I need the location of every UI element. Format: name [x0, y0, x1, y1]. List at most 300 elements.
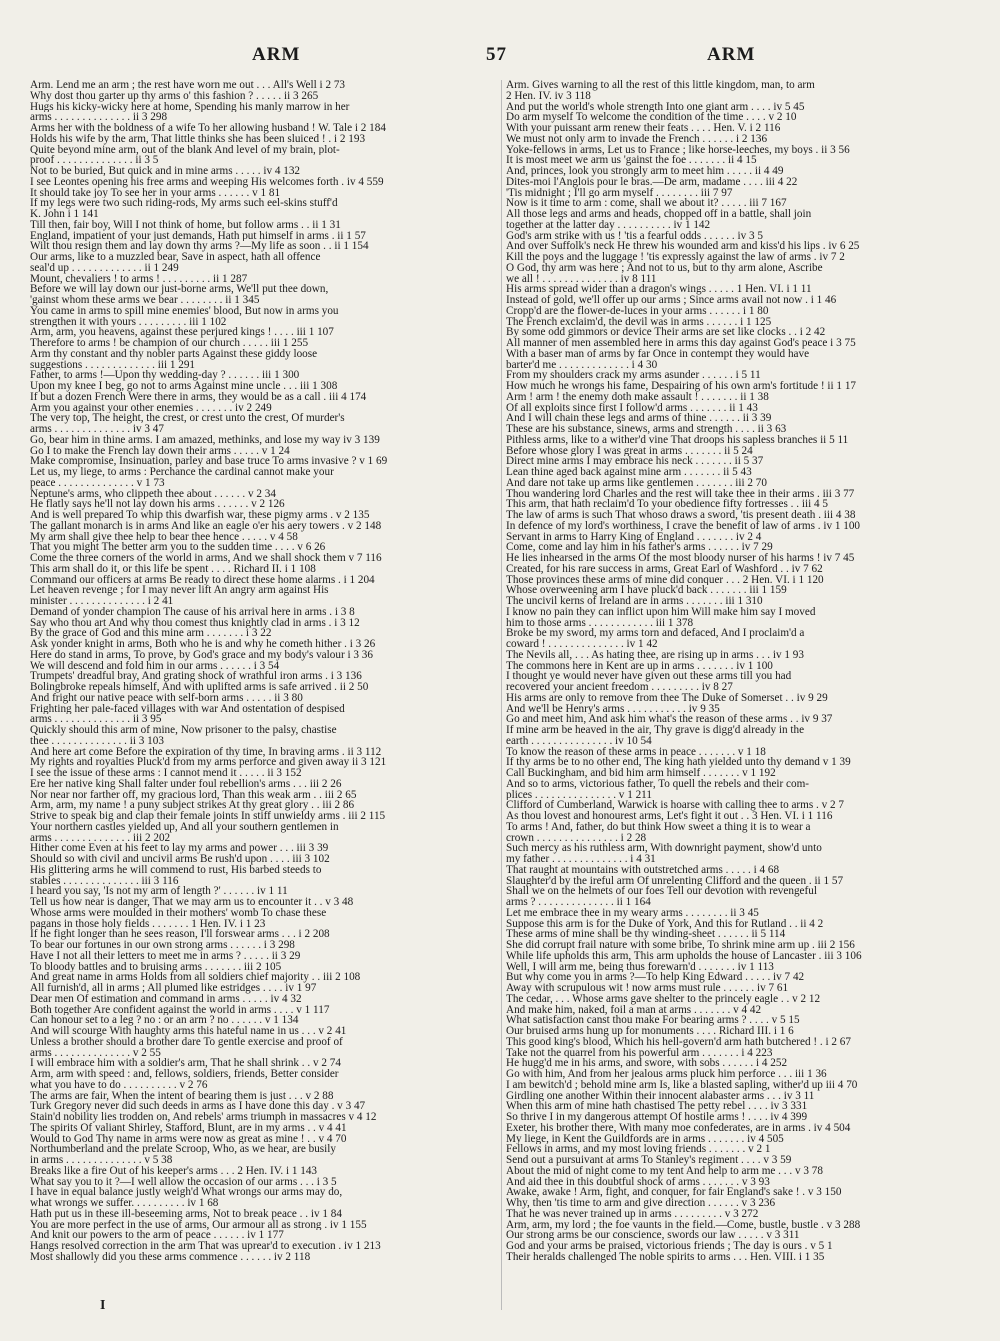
entry-text: And I will chain these legs and arms of thine . . . . . . ii 3 39 [506, 413, 772, 424]
entry-text: Such mercy as his ruthless arm, With downright payment, show'd unto [506, 843, 822, 854]
concordance-entry [30, 134, 498, 145]
entry-text: peace . . . . . . . . . . . . . . v 1 73 [30, 477, 165, 489]
running-head-left: ARM [252, 44, 301, 65]
entry-text: 2 Hen. IV. iv 3 118 [506, 90, 591, 102]
entry-text: To know the reason of these arms in peace . . . . . . . v 1 18 [506, 746, 766, 758]
entry-text: we all ! . . . . . . . . . . . . . . iv 8 111 [506, 273, 657, 285]
concordance-entry [30, 564, 498, 575]
concordance-entry [30, 994, 498, 1005]
concordance-entry [30, 854, 498, 865]
entry-text: arms . . . . . . . . . . . . . . iii 2 202 [30, 832, 171, 844]
concordance-entry [30, 768, 498, 779]
entry-text: Quickly should this arm of mine, Now prisoner to the palsy, chastise [30, 725, 337, 736]
entry-text: Send out a pursuivant at arms To Stanley's regiment . . . . v 3 59 [506, 1155, 792, 1166]
concordance-entry [30, 1177, 498, 1188]
entry-text: Therefore to arms ! be champion of our church . . . . . iii 1 255 [30, 338, 309, 349]
entry-text: Ere her native king Shall falter under foul rebellion's arms . . . iii 2 26 [30, 778, 342, 790]
entry-text: And knit our powers to the arm of peace . . . . . . iv 1 177 [30, 1230, 284, 1241]
concordance-entry [506, 865, 974, 876]
concordance-entry [506, 1069, 974, 1080]
concordance-entry [506, 338, 974, 349]
entry-text: proof . . . . . . . . . . . . . . ii 3 5 [30, 155, 159, 166]
concordance-entry [30, 91, 498, 102]
entry-text: Pithless arms, like to a wither'd vine That droops his sapless branches ii 5 11 [506, 434, 849, 446]
entry-text: Frighting her pale-faced villages with war And ostentation of despised [30, 703, 345, 715]
concordance-entry [30, 499, 498, 510]
entry-text: Come, come and lay him in his father's arms . . . . . . iv 7 29 [506, 542, 773, 553]
entry-text: The spirits Of valiant Shirley, Stafford, Blunt, are in my arms . . v 4 41 [30, 1122, 347, 1134]
concordance-entry [506, 628, 974, 639]
entry-text: Go with him, And from her jealous arms pluck him perforce . . . iii 1 36 [506, 1069, 827, 1080]
concordance-entry [506, 467, 974, 478]
concordance-entry [506, 747, 974, 758]
concordance-entry [506, 951, 974, 962]
concordance-entry [506, 209, 974, 220]
concordance-entry [30, 360, 498, 371]
entry-text: my father . . . . . . . . . . . . . . i 4 31 [506, 854, 656, 865]
entry-text: stables . . . . . . . . . . . . . . iii 3 116 [30, 875, 179, 887]
entry-text: what you have to do . . . . . . . . . . v 2 76 [30, 1079, 208, 1091]
entry-text: what wrongs we suffer. . . . . . . . . . iv 1 68 [30, 1198, 219, 1209]
concordance-entry [30, 1015, 498, 1026]
entry-text: From my shoulders crack my arms asunder . . . . . . i 5 11 [506, 370, 761, 381]
concordance-entry [506, 1209, 974, 1220]
concordance-entry [506, 962, 974, 973]
entry-text: Tell us how near is danger, That we may arm us to encounter it . . v 3 48 [30, 897, 354, 908]
concordance-entry [30, 865, 498, 876]
concordance-entry [506, 575, 974, 586]
concordance-entry [30, 886, 498, 897]
entry-text: Strive to speak big and clap their female joints In stiff unwieldy arms . iii 2 115 [30, 811, 386, 822]
concordance-entry [30, 1080, 498, 1091]
left-column [30, 80, 498, 1263]
entry-text: Do arm myself To welcome the condition of the time . . . . v 2 10 [506, 112, 797, 123]
concordance-entry [506, 725, 974, 736]
entry-text: My liege, in Kent the Guildfords are in arms . . . . . . . iv 4 505 [506, 1133, 784, 1145]
entry-text: Our strong arms be our conscience, swords our law . . . . . v 3 311 [506, 1230, 800, 1241]
concordance-entry [30, 650, 498, 661]
entry-text: recovered your ancient freedom . . . . . . . . . iv 8 27 [506, 682, 733, 693]
entry-text: He hugg'd me in his arms, and swore, with sobs . . . . . . i 4 252 [506, 1058, 788, 1069]
entry-text: Go I to make the French lay down their arms . . . . . v 1 24 [30, 445, 290, 457]
concordance-entry [30, 80, 498, 91]
concordance-entry [30, 607, 498, 618]
entry-text: minister . . . . . . . . . . . . . . i 2 41 [30, 596, 174, 607]
concordance-entry [30, 327, 498, 338]
entry-text: And great name in arms Holds from all soldiers chief majority . . iii 2 108 [30, 972, 361, 983]
entry-text: All furnish'd, all in arms ; All plumed like estridges . . . . iv 1 97 [30, 983, 317, 994]
entry-text: Arm you against your other enemies . . . . . . . iv 2 249 [30, 402, 272, 414]
concordance-entry [30, 1123, 498, 1134]
entry-text: Awake, awake ! Arm, fight, and conquer, for fair England's sake ! . v 3 150 [506, 1187, 842, 1198]
entry-text: Trumpets' dreadful bray, And grating shock of wrathful iron arms . i 3 136 [30, 671, 362, 682]
entry-text: Your northern castles yielded up, And all your southern gentlemen in [30, 821, 339, 833]
concordance-entry [506, 102, 974, 113]
entry-text: I see Leontes opening his free arms and weeping His welcomes forth . iv 4 559 [30, 176, 384, 188]
entry-text: His glittering arms he will commend to rust, His barbed steeds to [30, 864, 322, 876]
concordance-entry [30, 919, 498, 930]
concordance-entry [506, 413, 974, 424]
concordance-entry [506, 1015, 974, 1026]
concordance-entry [30, 1155, 498, 1166]
entry-text: arms . . . . . . . . . . . . . . ii 3 298 [30, 112, 168, 123]
entry-text: Command our officers at arms Be ready to direct these home alarms . i 1 204 [30, 574, 375, 586]
entry-text: Go, bear him in thine arms. I am amazed, methinks, and lose my way iv 3 139 [30, 434, 380, 446]
entry-text: Nor near nor farther off, my gracious lord, Than this weak arm . . iii 2 65 [30, 789, 357, 801]
concordance-entry [30, 349, 498, 360]
entry-text: And here art come Before the expiration of thy time, In braving arms . ii 3 112 [30, 746, 382, 758]
concordance-entry [30, 112, 498, 123]
concordance-entry [506, 714, 974, 725]
entry-text: And, princes, look you strongly arm to meet him . . . . . ii 4 49 [506, 166, 784, 177]
entry-text: Before we will lay down our just-borne arms, We'll put thee down, [30, 284, 329, 295]
concordance-entry [30, 618, 498, 629]
concordance-entry [506, 188, 974, 199]
concordance-entry [30, 661, 498, 672]
concordance-entry [506, 1037, 974, 1048]
entry-text: Turk Gregory never did such deeds in arms as I have done this day . v 3 47 [30, 1101, 366, 1112]
entry-text: And make him, naked, foil a man at arms . . . . . . . v 4 42 [506, 1004, 762, 1016]
concordance-entry [506, 284, 974, 295]
column-divider [501, 80, 502, 1310]
concordance-entry [506, 757, 974, 768]
concordance-entry [30, 1112, 498, 1123]
concordance-entry [506, 843, 974, 854]
entry-text: The commons here in Kent are up in arms . . . . . . . iv 1 100 [506, 660, 773, 672]
entry-text: Fellows in arms, and my most loving friends . . . . . . . v 2 1 [506, 1144, 771, 1155]
entry-text: He flatly says he'll not lay down his arms . . . . . . v 2 126 [30, 499, 285, 510]
entry-text: And put the world's whole strength Into one giant arm . . . . iv 5 45 [506, 101, 805, 113]
concordance-entry [30, 532, 498, 543]
concordance-entry [506, 779, 974, 790]
concordance-entry [30, 123, 498, 134]
concordance-entry [30, 478, 498, 489]
concordance-entry [506, 435, 974, 446]
concordance-entry [30, 983, 498, 994]
entry-text: All those legs and arms and heads, chopped off in a battle, shall join [506, 209, 812, 220]
concordance-entry [30, 714, 498, 725]
page-number: 57 [486, 44, 507, 65]
entry-text: To bear our fortunes in our own strong arms . . . . . . i 3 298 [30, 940, 295, 951]
entry-text: I have in equal balance justly weigh'd What wrongs our arms may do, [30, 1187, 343, 1198]
concordance-entry [30, 779, 498, 790]
concordance-entry [506, 456, 974, 467]
concordance-entry [30, 596, 498, 607]
concordance-entry [506, 1048, 974, 1059]
concordance-entry [506, 1091, 974, 1102]
entry-text: With your puissant arm renew their feats . . . . Hen. V. i 2 116 [506, 123, 781, 134]
concordance-entry [506, 134, 974, 145]
concordance-entry [506, 446, 974, 457]
concordance-entry [30, 177, 498, 188]
entry-text: Before whose glory I was great in arms . . . . . . . ii 5 24 [506, 445, 753, 457]
entry-text: Let us, my liege, to arms : Perchance the cardinal cannot make your [30, 467, 334, 478]
entry-text: If he fight longer than he sees reason, I'll forswear arms . . . i 2 208 [30, 929, 330, 940]
concordance-entry [30, 682, 498, 693]
concordance-entry [506, 618, 974, 629]
concordance-entry [506, 1177, 974, 1188]
entry-text: The cedar, . . . Whose arms gave shelter to the princely eagle . . v 2 12 [506, 993, 821, 1005]
entry-text: My arm shall give thee help to bear thee hence . . . . . v 4 58 [30, 531, 298, 543]
concordance-entry [506, 220, 974, 231]
concordance-entry [30, 1252, 498, 1263]
entry-text: By some odd gimmors or device Their arms are set like clocks . . i 2 42 [506, 327, 826, 338]
concordance-entry [506, 1187, 974, 1198]
entry-text: arms . . . . . . . . . . . . . . v 2 55 [30, 1047, 161, 1059]
entry-text: Whose overweening arm I have pluck'd back . . . . . . . iii 1 159 [506, 585, 787, 596]
concordance-entry [30, 1187, 498, 1198]
concordance-entry [506, 1026, 974, 1037]
entry-text: It should take joy To see her in your arms . . . . . . v 1 81 [30, 187, 281, 199]
entry-text: If but a dozen French Were there in arms, they would be as a call . iii 4 174 [30, 391, 367, 403]
concordance-entry [30, 413, 498, 424]
entry-text: You are more perfect in the use of arms, Our armour all as strong . iv 1 155 [30, 1219, 367, 1231]
concordance-entry [30, 252, 498, 263]
entry-text: strengthen it with yours . . . . . . . . . iii 1 102 [30, 316, 227, 328]
entry-text: in arms . . . . . . . . . . . . . . v 5 38 [30, 1155, 173, 1166]
concordance-entry [506, 499, 974, 510]
concordance-entry [30, 757, 498, 768]
concordance-entry [506, 360, 974, 371]
entry-text: Why, then 'tis time to arm and give direction . . . . . . v 3 236 [506, 1198, 776, 1209]
concordance-entry [30, 972, 498, 983]
concordance-entry [30, 209, 498, 220]
concordance-entry [506, 768, 974, 779]
concordance-entry [506, 596, 974, 607]
concordance-entry [506, 177, 974, 188]
entry-text: But why come you in arms ?—To help King Edward . . . . . iv 7 42 [506, 972, 805, 983]
entry-text: Wilt thou resign them and lay down thy arms ?—My life as soon . . ii 1 154 [30, 241, 369, 252]
entry-text: By the grace of God and this mine arm . . . . . . . i 3 22 [30, 628, 272, 639]
concordance-entry [30, 1048, 498, 1059]
concordance-entry [506, 940, 974, 951]
concordance-entry [506, 198, 974, 209]
entry-text: He lies inhearsed in the arms Of the most bloody nurser of his harms ! iv 7 45 [506, 553, 855, 564]
entry-text: It is most meet we arm us 'gainst the foe . . . . . . . ii 4 15 [506, 155, 757, 166]
concordance-entry [30, 241, 498, 252]
concordance-entry [30, 747, 498, 758]
concordance-entry [506, 607, 974, 618]
entry-text: And dare not take up arms like gentlemen . . . . . . . iii 2 70 [506, 477, 767, 489]
concordance-entry [506, 542, 974, 553]
concordance-entry [506, 231, 974, 242]
concordance-entry [506, 252, 974, 263]
concordance-entry [30, 145, 498, 156]
concordance-entry [506, 929, 974, 940]
concordance-entry [30, 1166, 498, 1177]
concordance-entry [30, 1220, 498, 1231]
concordance-entry [30, 166, 498, 177]
entry-text: Dites-moi l'Anglois pour le bras.—De arm, madame . . . . iii 4 22 [506, 176, 798, 188]
entry-text: Broke be my sword, my arms torn and defaced, And I proclaim'd a [506, 628, 805, 639]
entry-text: His arms spread wider than a dragon's wings . . . . . 1 Hen. VI. i 1 11 [506, 284, 812, 295]
concordance-entry [506, 1241, 974, 1252]
concordance-entry [30, 671, 498, 682]
concordance-entry [506, 145, 974, 156]
entry-text: His arms are only to remove from thee The Duke of Somerset . . iv 9 29 [506, 692, 828, 704]
entry-text: arms ? . . . . . . . . . . . . . . ii 1 164 [506, 897, 651, 908]
entry-text: England, impatient of your just demands, Hath put himself in arms . ii 1 57 [30, 230, 366, 242]
concordance-entry [506, 919, 974, 930]
concordance-entry [506, 1252, 974, 1263]
entry-text: Of all exploits since first I follow'd arms . . . . . . . ii 1 43 [506, 402, 758, 414]
concordance-entry [506, 564, 974, 575]
entry-text: Call Buckingham, and bid him arm himself . . . . . . . v 1 192 [506, 768, 776, 779]
entry-text: Girdling one another Within their innocent alabaster arms . . . iv 3 11 [506, 1090, 815, 1102]
concordance-entry [506, 392, 974, 403]
entry-text: And is well prepared To whip this dwarfish war, these pigmy arms . v 2 135 [30, 510, 370, 521]
concordance-entry [506, 263, 974, 274]
entry-text: This good king's blood, Which his hell-govern'd arm hath butchered ! . i 2 67 [506, 1036, 851, 1048]
entry-text: Hath put us in these ill-beseeming arms, Not to break peace . . iv 1 84 [30, 1208, 342, 1220]
entry-text: God and your arms be praised, victorious friends ; The day is ours . v 5 1 [506, 1241, 833, 1252]
concordance-entry [30, 800, 498, 811]
concordance-entry [30, 198, 498, 209]
entry-text: About the mid of night come to my tent And help to arm me . . . v 3 78 [506, 1165, 823, 1177]
concordance-entry [30, 231, 498, 242]
concordance-entry [30, 1198, 498, 1209]
concordance-entry [506, 650, 974, 661]
concordance-entry [506, 1080, 974, 1091]
entry-text: Can honour set to a leg ? no : or an arm ? no . . . . . . v 1 134 [30, 1015, 299, 1026]
entry-text: thee . . . . . . . . . . . . . . ii 3 103 [30, 735, 164, 747]
entry-text: Here do stand in arms, To prove, by God's grace and my body's valour i 3 36 [30, 649, 373, 661]
concordance-entry [506, 736, 974, 747]
entry-text: When this arm of mine hath chastised The petty rebel . . . . iv 3 331 [506, 1101, 808, 1112]
entry-text: The Nevils all, . . . As hating thee, are rising up in arms . . . iv 1 93 [506, 649, 804, 661]
concordance-entry [506, 510, 974, 521]
concordance-entry [30, 295, 498, 306]
entry-text: Lean thine aged back against mine arm . . . . . . . ii 5 43 [506, 467, 752, 478]
entry-text: We will descend and fold him in our arms . . . . . . i 3 54 [30, 660, 280, 672]
entry-text: In defence of my lord's worthiness, I crave the benefit of law of arms . iv 1 100 [506, 520, 861, 532]
entry-text: Arm. Gives warning to all the rest of this little kingdom, man, to arm [506, 80, 815, 91]
entry-text: Breaks like a fire Out of his keeper's arms . . . 2 Hen. IV. i 1 143 [30, 1165, 318, 1177]
entry-text: Arm, arm, my name ! a puny subject strikes At thy great glory . . iii 2 86 [30, 800, 355, 811]
entry-text: And fright our native peace with self-born arms . . . . . ii 3 80 [30, 692, 303, 704]
entry-text: Created, for his rare success in arms, Great Earl of Washford . . iv 7 62 [506, 563, 823, 575]
concordance-entry [506, 1230, 974, 1241]
entry-text: K. John i 1 141 [30, 209, 99, 220]
entry-text: I heard you say, 'Is not my arm of length ?' . . . . . . iv 1 11 [30, 886, 288, 897]
concordance-entry [506, 897, 974, 908]
concordance-entry [506, 790, 974, 801]
concordance-entry [30, 843, 498, 854]
concordance-entry [30, 1091, 498, 1102]
concordance-entry [506, 1155, 974, 1166]
entry-text: Arm. Lend me an arm ; the rest have worn me out . . . All's Well i 2 73 [30, 80, 346, 91]
entry-text: Our arms, like to a muzzled bear, Save in aspect, hath all offence [30, 252, 321, 263]
entry-text: And we'll be Henry's arms . . . . . . . . . . . iv 9 35 [506, 703, 720, 715]
concordance-entry [30, 929, 498, 940]
concordance-entry [30, 639, 498, 650]
entry-text: Instead of gold, we'll offer up our arms ; Since arms avail not now . i 1 46 [506, 295, 837, 306]
entry-text: crown . . . . . . . . . . . . . . . i 2 28 [506, 832, 647, 844]
entry-text: Now is it time to arm : come, shall we about it? . . . . . iii 7 167 [506, 198, 787, 209]
concordance-entry [506, 886, 974, 897]
concordance-entry [30, 897, 498, 908]
entry-text: Say who thou art And why thou comest thus knightly clad in arms . i 3 12 [30, 617, 360, 629]
entry-text: Have I not all their letters to meet me in arms ? . . . . . ii 3 29 [30, 950, 301, 962]
entry-text: Let me embrace thee in my weary arms . . . . . . . . ii 3 45 [506, 907, 759, 919]
concordance-entry [506, 349, 974, 360]
entry-text: We must not only arm to invade the French . . . . . . i 2 136 [506, 133, 768, 145]
entry-text: The uncivil kerns of Ireland are in arms . . . . . . . iii 1 310 [506, 596, 763, 607]
concordance-entry [30, 833, 498, 844]
concordance-entry [30, 1058, 498, 1069]
entry-text: As thou lovest and honourest arms, Let's fight it out . . 3 Hen. VI. i 1 116 [506, 811, 833, 822]
entry-text: Neptune's arms, who clippeth thee about . . . . . . v 2 34 [30, 488, 276, 500]
entry-text: pagans in those holy fields . . . . . . . 1 Hen. IV. i 1 23 [30, 918, 266, 930]
concordance-entry [30, 1230, 498, 1241]
concordance-entry [506, 1101, 974, 1112]
entry-text: Come the three corners of the world in arms, And we shall shock them v 7 116 [30, 553, 382, 564]
entry-text: Hugs his kicky-wicky here at home, Spending his manly marrow in her [30, 101, 350, 113]
concordance-entry [30, 370, 498, 381]
entry-text: Arms her with the boldness of a wife To her allowing husband ! W. Tale i 2 184 [30, 123, 386, 134]
concordance-entry [30, 1101, 498, 1112]
entry-text: That raught at mountains with outstretched arms . . . . . i 4 68 [506, 864, 780, 876]
entry-text: Not to be buried, But quick and in mine arms . . . . . iv 4 132 [30, 166, 301, 177]
entry-text: 'gainst whom these arms we bear . . . . . . . . ii 1 345 [30, 295, 260, 306]
concordance-entry [506, 994, 974, 1005]
entry-text: Why dost thou garter up thy arms o' this fashion ? . . . . . ii 3 265 [30, 90, 319, 102]
concordance-entry [30, 467, 498, 478]
concordance-entry [506, 123, 974, 134]
entry-text: 'Tis midnight ; I'll go arm myself . . . . . . . . iii 7 97 [506, 187, 733, 199]
entry-text: together at the latter day . . . . . . . . . . iv 1 142 [506, 219, 711, 231]
entry-text: And so to arms, victorious father, To quell the rebels and their com- [506, 778, 810, 790]
entry-text: She did corrupt frail nature with some bribe, To shrink mine arm up . iii 2 156 [506, 940, 855, 951]
concordance-entry [506, 800, 974, 811]
entry-text: Arm, arm with speed : and, fellows, soldiers, friends, Better consider [30, 1069, 339, 1080]
entry-text: Both together Are confident against the world in arms . . . . v 1 117 [30, 1004, 330, 1016]
entry-text: Upon my knee I beg, go not to arms Against mine uncle . . . iii 1 308 [30, 381, 338, 392]
entry-text: Kill the poys and the luggage ! 'tis expressly against the law of arms . iv 7 2 [506, 252, 845, 263]
entry-text: O God, thy arm was here ; And not to us, but to thy arm alone, Ascribe [506, 262, 823, 274]
entry-text: What say you to it ?—I well allow the occasion of our arms . . . i 3 5 [30, 1176, 337, 1188]
concordance-entry [30, 876, 498, 887]
entry-text: So thrive I in my dangerous attempt Of hostile arms ! . . . . iv 4 399 [506, 1112, 808, 1123]
entry-text: I will embrace him with a soldier's arm, That he shall shrink . . v 2 74 [30, 1058, 341, 1069]
concordance-entry [30, 381, 498, 392]
concordance-entry [506, 478, 974, 489]
concordance-entry [30, 908, 498, 919]
concordance-entry [506, 241, 974, 252]
entry-text: Quite beyond mine arm, out of the blank And level of my brain, plot- [30, 144, 340, 156]
entry-text: That you might The better arm you to the sudden time . . . . v 6 26 [30, 542, 326, 553]
concordance-entry [506, 972, 974, 983]
entry-text: The arms are fair, When the intent of bearing them is just . . . v 2 88 [30, 1090, 334, 1102]
concordance-entry [506, 1134, 974, 1145]
entry-text: All manner of men assembled here in arms this day against God's peace i 3 75 [506, 338, 856, 349]
entry-text: Cropp'd are the flower-de-luces in your arms . . . . . . i 1 80 [506, 305, 769, 317]
entry-text: Take not the quarrel from his powerful arm . . . . . . . i 4 223 [506, 1047, 773, 1059]
entry-text: Exeter, his brother there, With many moe confederates, are in arms . iv 4 504 [506, 1122, 851, 1134]
running-head-right: ARM [707, 44, 756, 65]
concordance-entry [506, 532, 974, 543]
concordance-entry [30, 392, 498, 403]
concordance-entry [30, 274, 498, 285]
entry-text: seal'd up . . . . . . . . . . . . . ii 1 249 [30, 262, 179, 274]
entry-text: Clifford of Cumberland, Warwick is hoarse with calling thee to arms . v 2 7 [506, 800, 844, 811]
entry-text: These are his substance, sinews, arms and strength . . . . ii 3 63 [506, 424, 787, 435]
entry-text: And over Suffolk's neck He threw his wounded arm and kiss'd his lips . iv 6 25 [506, 241, 860, 252]
entry-text: Arm, arm, my lord ; the foe vaunts in the field.—Come, bustle, bustle . v 3 288 [506, 1219, 861, 1231]
entry-text: barter'd me . . . . . . . . . . . . . i 4 30 [506, 359, 658, 371]
concordance-entry [30, 585, 498, 596]
entry-text: And will scourge With haughty arms this hateful name in us . . . v 2 41 [30, 1026, 347, 1037]
